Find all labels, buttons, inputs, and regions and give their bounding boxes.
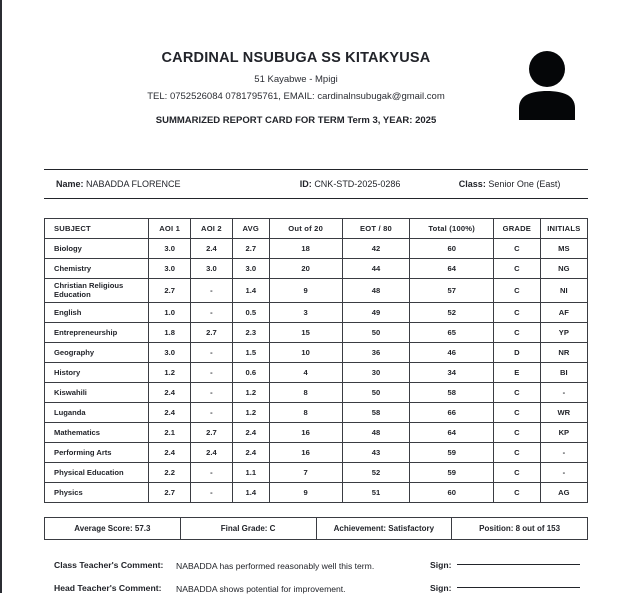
cell-eot-80: 58	[342, 402, 410, 422]
cell-out-of-20: 16	[269, 442, 342, 462]
cell-aoi2: -	[191, 279, 233, 303]
cell-initials: -	[540, 382, 587, 402]
column-header-out-of-20: Out of 20	[269, 219, 342, 239]
marks-table	[44, 218, 588, 503]
cell-total: 59	[410, 442, 494, 462]
cell-out-of-20: 10	[269, 342, 342, 362]
student-id-value: CNK-STD-2025-0286	[314, 179, 401, 189]
table-row	[45, 259, 588, 279]
cell-grade: C	[494, 422, 541, 442]
cell-total: 57	[410, 279, 494, 303]
cell-subject: Physical Education	[45, 462, 149, 482]
cell-subject: English	[45, 302, 149, 322]
class-teacher-sign-line[interactable]	[457, 563, 580, 565]
student-name-field	[56, 179, 300, 189]
summary-final-grade: Final Grade: C	[180, 517, 316, 539]
table-row	[45, 402, 588, 422]
cell-avg: 1.2	[232, 382, 269, 402]
cell-total: 52	[410, 302, 494, 322]
cell-eot-80: 50	[342, 382, 410, 402]
person-silhouette-icon	[514, 48, 580, 120]
cell-initials: NI	[540, 279, 587, 303]
cell-initials: -	[540, 462, 587, 482]
table-row	[45, 422, 588, 442]
cell-avg: 1.5	[232, 342, 269, 362]
cell-eot-80: 30	[342, 362, 410, 382]
summary-average-score: Average Score: 57.3	[45, 517, 181, 539]
cell-grade: C	[494, 322, 541, 342]
cell-avg: 1.4	[232, 482, 269, 502]
column-header-grade: GRADE	[494, 219, 541, 239]
cell-total: 64	[410, 422, 494, 442]
table-row	[45, 322, 588, 342]
student-class-field	[459, 179, 586, 189]
head-teacher-sign-line[interactable]	[457, 586, 580, 588]
cell-aoi1: 2.4	[149, 402, 191, 422]
cell-aoi2: -	[191, 402, 233, 422]
cell-avg: 3.0	[232, 259, 269, 279]
column-header-aoi2: AOI 2	[191, 219, 233, 239]
cell-initials: -	[540, 442, 587, 462]
cell-out-of-20: 8	[269, 402, 342, 422]
head-teacher-comment-row	[44, 583, 588, 595]
school-name: CARDINAL NSUBUGA SS KITAKYUSA	[161, 50, 431, 66]
cell-grade: C	[494, 482, 541, 502]
cell-aoi1: 1.2	[149, 362, 191, 382]
cell-avg: 0.6	[232, 362, 269, 382]
cell-aoi2: -	[191, 362, 233, 382]
cell-out-of-20: 18	[269, 239, 342, 259]
student-photo-placeholder	[514, 48, 580, 120]
cell-out-of-20: 20	[269, 259, 342, 279]
cell-subject: Geography	[45, 342, 149, 362]
marks-table-body	[45, 239, 588, 503]
head-teacher-comment-text: NABADDA shows potential for improvement.	[176, 584, 346, 595]
cell-avg: 1.2	[232, 402, 269, 422]
cell-aoi2: 2.7	[191, 422, 233, 442]
cell-eot-80: 44	[342, 259, 410, 279]
cell-aoi1: 3.0	[149, 239, 191, 259]
summary-container	[44, 517, 588, 540]
table-row	[45, 462, 588, 482]
student-id-field	[300, 179, 459, 189]
cell-eot-80: 49	[342, 302, 410, 322]
class-teacher-comment-text: NABADDA has performed reasonably well this term.	[176, 560, 375, 571]
cell-avg: 2.4	[232, 422, 269, 442]
cell-total: 60	[410, 482, 494, 502]
cell-total: 66	[410, 402, 494, 422]
cell-out-of-20: 9	[269, 482, 342, 502]
cell-initials: KP	[540, 422, 587, 442]
cell-avg: 2.4	[232, 442, 269, 462]
report-header	[44, 0, 588, 150]
student-class-label: Class:	[458, 179, 486, 189]
cell-eot-80: 51	[342, 482, 410, 502]
cell-subject: Physics	[45, 482, 149, 502]
table-row	[45, 482, 588, 502]
cell-eot-80: 42	[342, 239, 410, 259]
report-title: SUMMARIZED REPORT CARD FOR TERM Term 3, YEAR: 2025	[155, 115, 437, 127]
cell-out-of-20: 8	[269, 382, 342, 402]
table-row	[45, 302, 588, 322]
cell-grade: C	[494, 402, 541, 422]
cell-grade: D	[494, 342, 541, 362]
cell-avg: 1.4	[232, 279, 269, 303]
cell-subject: Performing Arts	[45, 442, 149, 462]
cell-eot-80: 48	[342, 279, 410, 303]
marks-table-header-row	[45, 219, 588, 239]
cell-total: 65	[410, 322, 494, 342]
cell-aoi1: 1.0	[149, 302, 191, 322]
student-name-label: Name:	[56, 179, 84, 189]
cell-aoi2: 2.4	[191, 442, 233, 462]
cell-subject: Biology	[45, 239, 149, 259]
school-identity-block	[44, 50, 588, 126]
cell-grade: C	[494, 442, 541, 462]
cell-subject: Mathematics	[45, 422, 149, 442]
cell-out-of-20: 9	[269, 279, 342, 303]
class-teacher-sign-label: Sign:	[430, 559, 452, 570]
cell-subject: Christian Religious Education	[45, 279, 149, 303]
column-header-avg: AVG	[232, 219, 269, 239]
cell-avg: 2.3	[232, 322, 269, 342]
table-row	[45, 239, 588, 259]
head-teacher-sign-label: Sign:	[430, 583, 452, 594]
cell-total: 60	[410, 239, 494, 259]
summary-row	[45, 517, 588, 539]
class-teacher-sign-block	[430, 560, 580, 570]
cell-subject: Chemistry	[45, 259, 149, 279]
cell-eot-80: 36	[342, 342, 410, 362]
student-info-band	[44, 169, 588, 199]
cell-initials: WR	[540, 402, 587, 422]
table-row	[45, 382, 588, 402]
cell-out-of-20: 4	[269, 362, 342, 382]
cell-aoi1: 2.2	[149, 462, 191, 482]
cell-initials: MS	[540, 239, 587, 259]
column-header-aoi1: AOI 1	[149, 219, 191, 239]
column-header-initials: INITIALS	[540, 219, 587, 239]
cell-eot-80: 43	[342, 442, 410, 462]
class-teacher-comment-label: Class Teacher's Comment:	[54, 559, 164, 570]
cell-aoi2: 2.7	[191, 322, 233, 342]
cell-subject: Luganda	[45, 402, 149, 422]
cell-grade: C	[494, 462, 541, 482]
summary-position: Position: 8 out of 153	[452, 517, 588, 539]
head-teacher-sign-block	[430, 583, 580, 593]
cell-total: 58	[410, 382, 494, 402]
cell-eot-80: 50	[342, 322, 410, 342]
cell-out-of-20: 16	[269, 422, 342, 442]
cell-out-of-20: 15	[269, 322, 342, 342]
student-name-value: NABADDA FLORENCE	[86, 179, 181, 189]
summary-table	[44, 517, 588, 540]
student-class-value: Senior One (East)	[488, 179, 561, 189]
cell-aoi1: 2.1	[149, 422, 191, 442]
head-teacher-comment-label: Head Teacher's Comment:	[54, 583, 162, 594]
cell-initials: AF	[540, 302, 587, 322]
cell-grade: C	[494, 259, 541, 279]
cell-total: 59	[410, 462, 494, 482]
cell-avg: 1.1	[232, 462, 269, 482]
cell-aoi1: 2.4	[149, 382, 191, 402]
cell-aoi1: 2.7	[149, 482, 191, 502]
table-row	[45, 279, 588, 303]
cell-out-of-20: 3	[269, 302, 342, 322]
cell-aoi2: -	[191, 342, 233, 362]
class-teacher-comment-row	[44, 560, 588, 572]
cell-out-of-20: 7	[269, 462, 342, 482]
cell-grade: C	[494, 239, 541, 259]
school-contact: TEL: 0752526084 0781795761, EMAIL: cardinalnsubugak@gmail.com	[147, 91, 445, 103]
cell-aoi1: 2.7	[149, 279, 191, 303]
table-row	[45, 442, 588, 462]
cell-subject: Entrepreneurship	[45, 322, 149, 342]
cell-eot-80: 52	[342, 462, 410, 482]
table-row	[45, 342, 588, 362]
comments-section	[44, 560, 588, 596]
column-header-eot-80: EOT / 80	[342, 219, 410, 239]
cell-initials: BI	[540, 362, 587, 382]
cell-aoi1: 3.0	[149, 342, 191, 362]
cell-grade: C	[494, 302, 541, 322]
cell-aoi2: -	[191, 482, 233, 502]
cell-grade: E	[494, 362, 541, 382]
column-header-total: Total (100%)	[410, 219, 494, 239]
cell-subject: History	[45, 362, 149, 382]
school-address: 51 Kayabwe - Mpigi	[254, 74, 338, 86]
cell-aoi2: 3.0	[191, 259, 233, 279]
cell-avg: 0.5	[232, 302, 269, 322]
cell-total: 46	[410, 342, 494, 362]
table-row	[45, 362, 588, 382]
marks-table-container	[44, 218, 588, 503]
cell-initials: YP	[540, 322, 587, 342]
cell-grade: C	[494, 279, 541, 303]
summary-achievement: Achievement: Satisfactory	[316, 517, 452, 539]
cell-initials: NR	[540, 342, 587, 362]
cell-avg: 2.7	[232, 239, 269, 259]
cell-initials: AG	[540, 482, 587, 502]
cell-subject: Kiswahili	[45, 382, 149, 402]
cell-aoi2: -	[191, 462, 233, 482]
student-id-label: ID:	[299, 179, 312, 189]
cell-eot-80: 48	[342, 422, 410, 442]
cell-total: 34	[410, 362, 494, 382]
cell-aoi2: -	[191, 302, 233, 322]
cell-aoi1: 1.8	[149, 322, 191, 342]
column-header-subject: SUBJECT	[45, 219, 149, 239]
cell-aoi2: -	[191, 382, 233, 402]
cell-grade: C	[494, 382, 541, 402]
cell-initials: NG	[540, 259, 587, 279]
cell-total: 64	[410, 259, 494, 279]
cell-aoi1: 3.0	[149, 259, 191, 279]
cell-aoi1: 2.4	[149, 442, 191, 462]
cell-aoi2: 2.4	[191, 239, 233, 259]
